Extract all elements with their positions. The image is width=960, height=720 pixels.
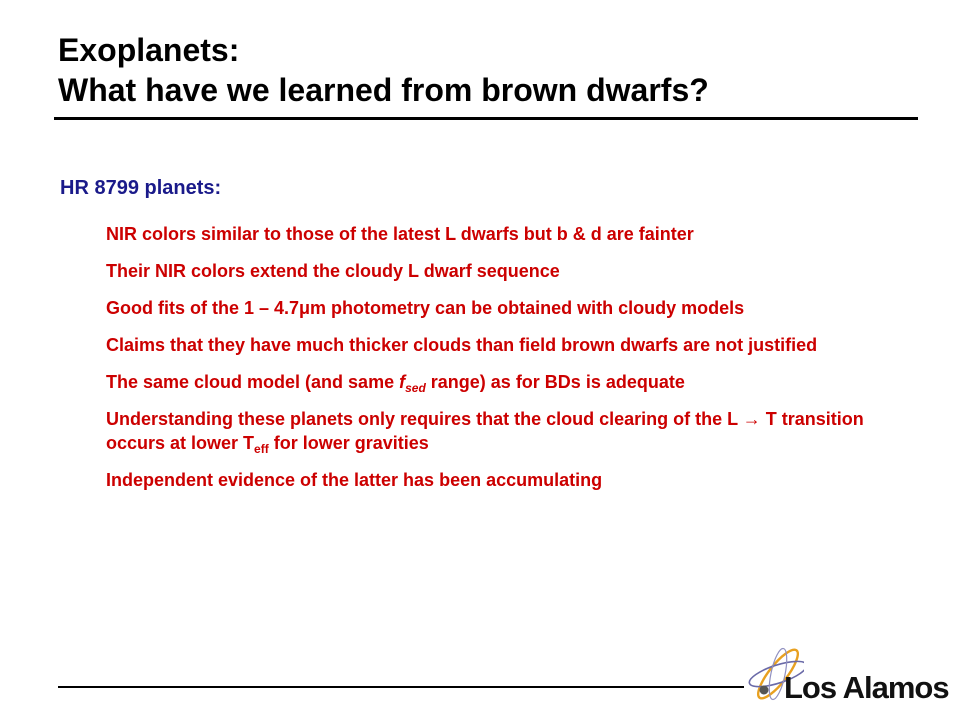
section-heading: HR 8799 planets: — [60, 177, 222, 199]
slide-title-line-1: Exoplanets: — [58, 32, 240, 68]
bullet-item-3 — [106, 296, 916, 320]
mu-symbol: μ — [299, 298, 311, 318]
title-underline — [54, 117, 918, 120]
bullet-item-6 — [106, 407, 916, 455]
sed-subscript-text: sed — [405, 381, 426, 395]
bullet-list — [106, 222, 916, 505]
slide-title — [58, 30, 709, 110]
bullet-3-text-b: m photometry can be obtained with cloudy models — [310, 298, 745, 318]
sed-subscript — [405, 381, 426, 395]
eff-subscript: eff — [254, 442, 269, 456]
los-alamos-logo — [744, 638, 949, 710]
footer-rule — [58, 686, 744, 688]
bullet-item-1: NIR colors similar to those of the latest L dwarfs but b & d are fainter — [106, 224, 694, 244]
bullet-item-5 — [106, 370, 916, 394]
bullet-6-text-a: Understanding these planets only requires that the cloud clearing of the L — [106, 409, 743, 429]
logo-text: Los Alamos — [784, 670, 949, 705]
bullet-3-text-a: Good fits of the 1 – 4.7 — [106, 298, 300, 318]
f-symbol: f — [399, 372, 406, 392]
bullet-item-7: Independent evidence of the latter has been accumulating — [106, 470, 603, 490]
right-arrow-icon: → — [742, 409, 761, 429]
bullet-5-text-a: The same cloud model (and same — [106, 372, 400, 392]
bullet-5-text-b: range) as for BDs is adequate — [425, 372, 685, 392]
slide-title-line-2: What have we learned from brown dwarfs? — [58, 72, 709, 108]
bullet-6-text-b: T transition occurs at lower T — [106, 409, 864, 453]
bullet-6-text-c: for lower gravities — [268, 433, 429, 453]
bullet-item-2: Their NIR colors extend the cloudy L dwarf sequence — [106, 261, 560, 281]
bullet-item-4: Claims that they have much thicker clouds than field brown dwarfs are not justified — [106, 335, 818, 355]
